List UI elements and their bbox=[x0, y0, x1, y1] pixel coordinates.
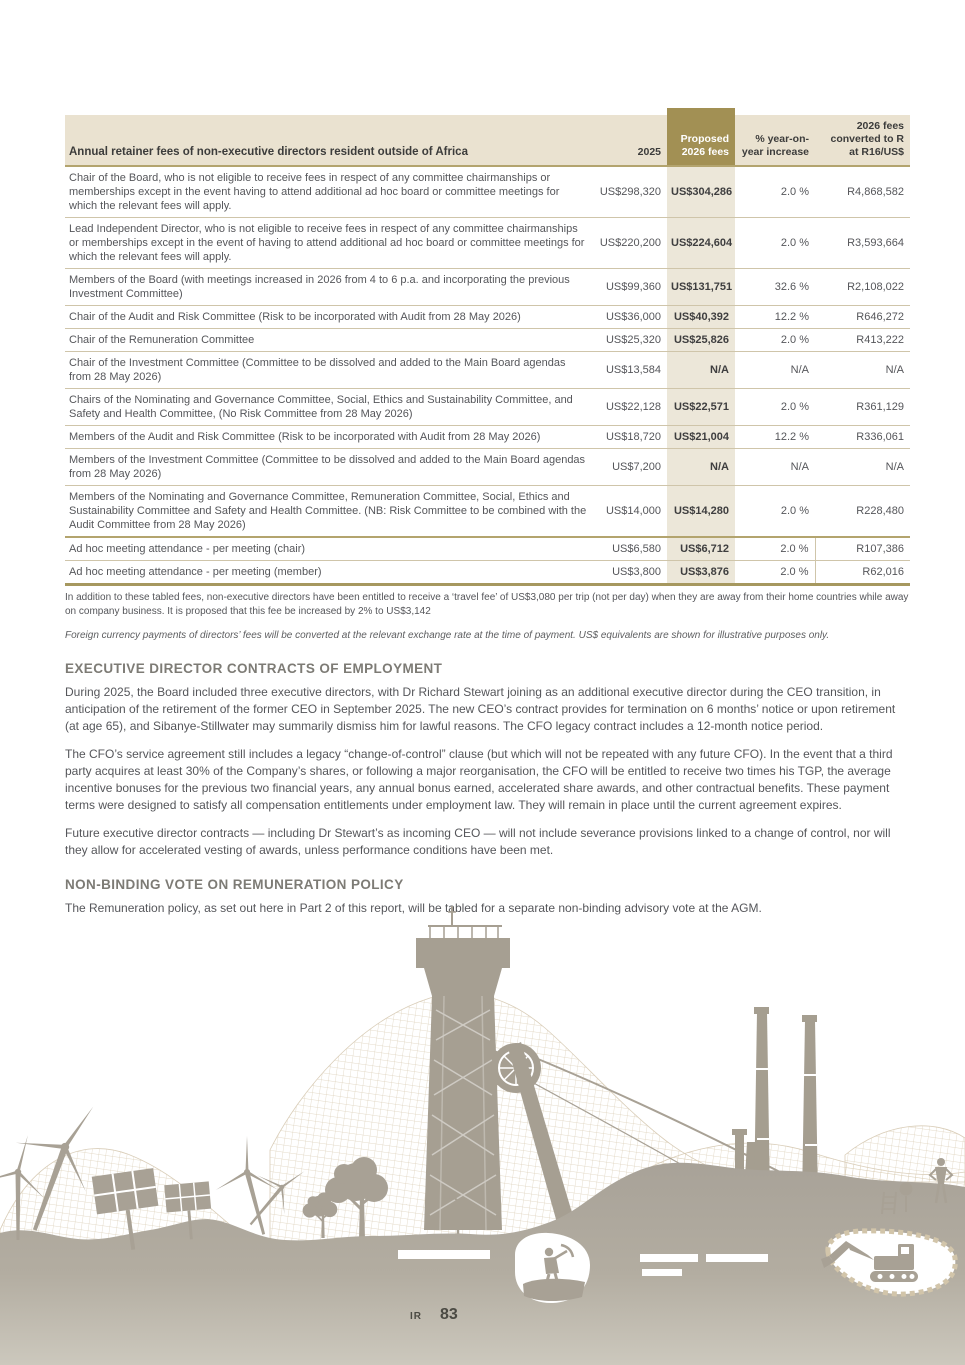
fee-2025: US$7,200 bbox=[595, 449, 667, 486]
table-row bbox=[65, 352, 910, 389]
fee-2025: US$220,200 bbox=[595, 218, 667, 269]
table-row bbox=[65, 426, 910, 449]
fee-2025: US$25,320 bbox=[595, 329, 667, 352]
page-number: 83 bbox=[440, 1306, 458, 1323]
fees-table bbox=[65, 108, 910, 586]
fee-rand-converted: R361,129 bbox=[815, 389, 910, 426]
column-header-description: Annual retainer fees of non-executive directors resident outside of Africa bbox=[65, 112, 595, 167]
column-header-proposed-2026: Proposed 2026 fees bbox=[667, 112, 735, 167]
fees-table-body bbox=[65, 166, 910, 585]
fee-2026-proposed: US$131,751 bbox=[667, 269, 735, 306]
fee-description: Chair of the Board, who is not eligible to receive fees in respect of any committee chairmanships or memberships except in the event having to attend additional ad hoc board or committee meetings for which the relevant fees will apply. bbox=[65, 166, 595, 218]
fees-table-header bbox=[65, 112, 910, 167]
table-row bbox=[65, 329, 910, 352]
table-row bbox=[65, 269, 910, 306]
fee-increase-pct: 12.2 % bbox=[735, 426, 815, 449]
column-header-2025: 2025 bbox=[595, 112, 667, 167]
fee-increase-pct: 2.0 % bbox=[735, 486, 815, 538]
section-heading-executive-contracts: EXECUTIVE DIRECTOR CONTRACTS OF EMPLOYMENT bbox=[65, 661, 443, 676]
fee-rand-converted: R646,272 bbox=[815, 306, 910, 329]
fee-increase-pct: 32.6 % bbox=[735, 269, 815, 306]
fee-increase-pct: 2.0 % bbox=[735, 218, 815, 269]
column-header-increase: % year-on-year increase bbox=[735, 112, 815, 167]
fee-2026-proposed: N/A bbox=[667, 352, 735, 389]
section-heading-nonbinding-vote: NON-BINDING VOTE ON REMUNERATION POLICY bbox=[65, 877, 404, 892]
fee-2026-proposed: US$304,286 bbox=[667, 166, 735, 218]
fee-rand-converted: R336,061 bbox=[815, 426, 910, 449]
fee-increase-pct: N/A bbox=[735, 352, 815, 389]
fee-2025: US$36,000 bbox=[595, 306, 667, 329]
fee-description: Members of the Nominating and Governance Committee, Remuneration Committee, Social, Ethics and Sustainability Committee and Safety and Health Committee. (NB: Risk Committee to be combined with the Audit Committee from 28 May 2026) bbox=[65, 486, 595, 538]
fee-2026-proposed: US$6,712 bbox=[667, 537, 735, 561]
table-row bbox=[65, 449, 910, 486]
fee-2026-proposed: US$224,604 bbox=[667, 218, 735, 269]
fee-2025: US$3,800 bbox=[595, 561, 667, 585]
mining-landscape-illustration bbox=[0, 900, 965, 1365]
fee-increase-pct: N/A bbox=[735, 449, 815, 486]
table-row bbox=[65, 486, 910, 538]
table-row bbox=[65, 537, 910, 561]
fee-2026-proposed: US$22,571 bbox=[667, 389, 735, 426]
fee-2025: US$22,128 bbox=[595, 389, 667, 426]
paragraph: The CFO’s service agreement still includes a legacy “change-of-control” clause (but which will not be repeated with any future CFO). In the event that a third party acquires at least 30% of the Company’s shares, or following a major reorganisation, the CFO will be entitled to receive two times his TGP, the average incentive bonuses for the previous two financial years, any annual bonus earned, accelerated share awards, and other contractual benefits. These payment terms were designed to satisfy all compensation entitlements under employment law. They will remain in place until the current agreement expires. bbox=[65, 747, 893, 812]
paragraph: Future executive director contracts — including Dr Stewart’s as incoming CEO — will not include severance provisions linked to a change of control, nor will they allow for accelerated vesting of awards, unless performance conditions have been met. bbox=[65, 826, 891, 857]
fee-increase-pct: 2.0 % bbox=[735, 389, 815, 426]
mesh-hump-far-right bbox=[845, 1126, 965, 1182]
fee-description: Lead Independent Director, who is not eligible to receive fees in respect of any committee chairmanships or memberships except in the event of having to attend additional ad hoc board or committee meetings for which the relevant fees will apply. bbox=[65, 218, 595, 269]
fee-2025: US$99,360 bbox=[595, 269, 667, 306]
currency-note: Foreign currency payments of directors’ fees will be converted at the relevant exchange rate at the time of payment. US$ equivalents are shown for illustrative purposes only. bbox=[65, 630, 830, 641]
table-row bbox=[65, 389, 910, 426]
table-footnote: In addition to these tabled fees, non-executive directors have been entitled to receive a ‘travel fee’ of US$3,080 per trip (not per day) when they are away from their home countries while away on company business. It is proposed that this fee be increased by 2% to US$3,142 bbox=[65, 592, 909, 617]
fee-rand-converted: R413,222 bbox=[815, 329, 910, 352]
fee-description: Ad hoc meeting attendance - per meeting (member) bbox=[65, 561, 595, 585]
fee-2025: US$14,000 bbox=[595, 486, 667, 538]
fee-description: Ad hoc meeting attendance - per meeting (chair) bbox=[65, 537, 595, 561]
fee-rand-converted: N/A bbox=[815, 449, 910, 486]
fee-rand-converted: R3,593,664 bbox=[815, 218, 910, 269]
fee-increase-pct: 2.0 % bbox=[735, 537, 815, 561]
paragraph: The Remuneration policy, as set out here in Part 2 of this report, will be tabled for a separate non-binding advisory vote at the AGM. bbox=[65, 901, 762, 915]
fee-2026-proposed: US$25,826 bbox=[667, 329, 735, 352]
fee-2025: US$6,580 bbox=[595, 537, 667, 561]
fee-rand-converted: R2,108,022 bbox=[815, 269, 910, 306]
fee-increase-pct: 2.0 % bbox=[735, 166, 815, 218]
fee-description: Chair of the Audit and Risk Committee (Risk to be incorporated with Audit from 28 May 2026) bbox=[65, 306, 595, 329]
fee-increase-pct: 2.0 % bbox=[735, 561, 815, 585]
fee-description: Chair of the Remuneration Committee bbox=[65, 329, 595, 352]
page-footer bbox=[410, 1306, 458, 1324]
fee-description: Chairs of the Nominating and Governance Committee, Social, Ethics and Sustainability Committee, and Safety and Health Committee, (No Risk Committee from 28 May 2026) bbox=[65, 389, 595, 426]
fee-description: Members of the Investment Committee (Committee to be dissolved and added to the Main Board agendas from 28 May 2026) bbox=[65, 449, 595, 486]
fee-description: Members of the Board (with meetings increased in 2026 from 4 to 6 p.a. and incorporating the previous Investment Committee) bbox=[65, 269, 595, 306]
table-row bbox=[65, 218, 910, 269]
table-row bbox=[65, 561, 910, 585]
paragraph: During 2025, the Board included three executive directors, with Dr Richard Stewart joining as an additional executive director during the CEO transition, in anticipation of the retirement of the former CEO in September 2025. The new CEO’s contract provides for termination on 6 months’ notice or upon retirement (at age 65), and Sibanye-Stillwater may summarily dismiss him for lawful reasons. The CFO legacy contract includes a 12-month notice period. bbox=[65, 685, 896, 733]
fee-description: Chair of the Investment Committee (Committee to be dissolved and added to the Main Board agendas from 28 May 2026) bbox=[65, 352, 595, 389]
fee-2026-proposed: N/A bbox=[667, 449, 735, 486]
report-code: IR bbox=[410, 1311, 422, 1322]
fee-2025: US$298,320 bbox=[595, 166, 667, 218]
table-row bbox=[65, 306, 910, 329]
fee-description: Members of the Audit and Risk Committee (Risk to be incorporated with Audit from 28 May 2026) bbox=[65, 426, 595, 449]
fee-increase-pct: 2.0 % bbox=[735, 329, 815, 352]
fee-2026-proposed: US$14,280 bbox=[667, 486, 735, 538]
fee-rand-converted: R228,480 bbox=[815, 486, 910, 538]
column-header-converted: 2026 fees converted to R at R16/US$ bbox=[815, 112, 910, 167]
fee-increase-pct: 12.2 % bbox=[735, 306, 815, 329]
fee-rand-converted: N/A bbox=[815, 352, 910, 389]
fee-rand-converted: R107,386 bbox=[815, 537, 910, 561]
fee-rand-converted: R62,016 bbox=[815, 561, 910, 585]
fee-2026-proposed: US$21,004 bbox=[667, 426, 735, 449]
fee-2026-proposed: US$3,876 bbox=[667, 561, 735, 585]
page-content bbox=[65, 108, 910, 928]
miner-icon bbox=[515, 1233, 590, 1303]
fee-rand-converted: R4,868,582 bbox=[815, 166, 910, 218]
table-row bbox=[65, 166, 910, 218]
fee-2025: US$13,584 bbox=[595, 352, 667, 389]
fee-2025: US$18,720 bbox=[595, 426, 667, 449]
fee-2026-proposed: US$40,392 bbox=[667, 306, 735, 329]
